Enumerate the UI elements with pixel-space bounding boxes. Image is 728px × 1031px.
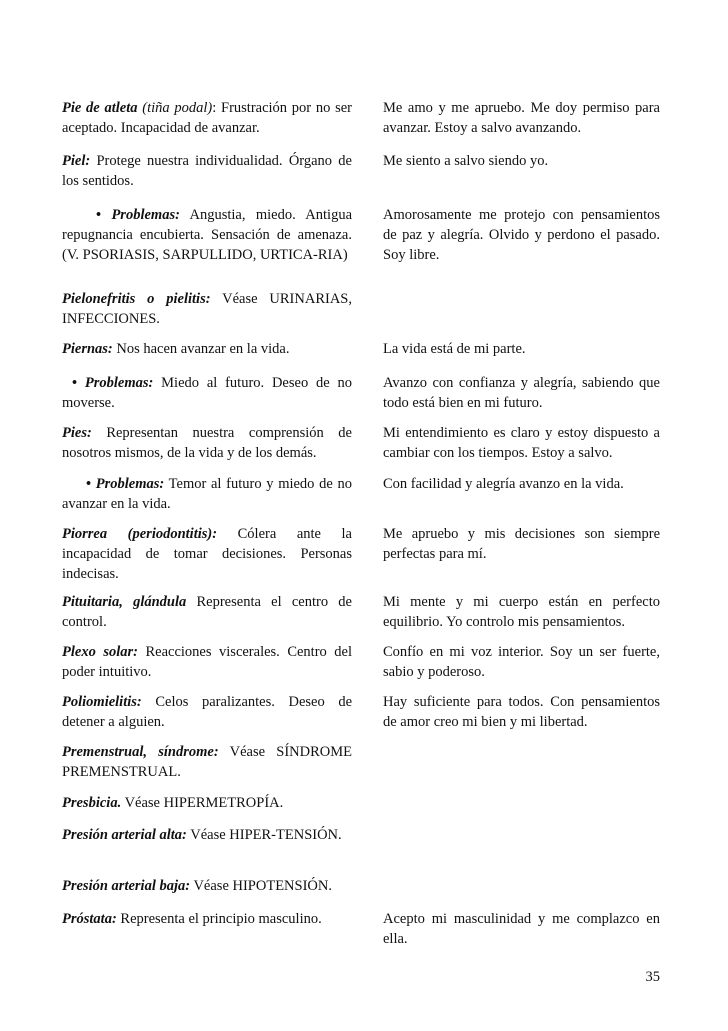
- entry-left-column: [62, 876, 352, 896]
- entry-term: Presión arterial alta:: [62, 827, 187, 843]
- entry-description: Véase HIPER-TENSIÓN.: [186, 827, 342, 843]
- entry-term: Piorrea (periodontitis):: [62, 526, 218, 542]
- entry-left-column: [62, 373, 352, 413]
- entry-left-column: [62, 98, 352, 138]
- entry-description: Representan nuestra comprensión de nosotros mismos, de la vida y de los demás.: [62, 425, 352, 461]
- entry-term: Pituitaria, glándula: [62, 594, 187, 610]
- entry-affirmation: Mi entendimiento es claro y estoy dispuesto a cambiar con los tiempos. Estoy a salvo.: [383, 425, 660, 461]
- entry-presion-alta: [62, 825, 660, 845]
- entry-presbicia: [62, 793, 660, 813]
- entry-description: Representa el centro de control.: [62, 594, 352, 630]
- entry-plexo-solar: [62, 642, 660, 682]
- entry-affirmation: Acepto mi masculinidad y me complazco en ella.: [383, 911, 660, 947]
- entry-affirmation: Amorosamente me protejo con pensamientos de paz y alegría. Olvido y perdono el pasado. Soy libre.: [383, 207, 660, 263]
- entry-term: Pies:: [62, 425, 92, 441]
- entry-description: Celos paralizantes. Deseo de detener a alguien.: [62, 694, 352, 730]
- entry-description: Véase URINARIAS, INFECCIONES.: [62, 291, 352, 327]
- entry-presion-baja: [62, 876, 660, 896]
- entry-left-column: [62, 592, 352, 632]
- entry-affirmation: Me amo y me apruebo. Me doy permiso para avanzar. Estoy a salvo avanzando.: [383, 100, 660, 136]
- entry-description: Protege nuestra individualidad. Órgano de los sentidos.: [62, 153, 352, 189]
- entry-affirmation: Mi mente y mi cuerpo están en perfecto equilibrio. Yo controlo mis pensamientos.: [383, 594, 660, 630]
- entry-poliomielitis: [62, 692, 660, 732]
- entry-pituitaria: [62, 592, 660, 632]
- entry-affirmation: [383, 742, 660, 782]
- entry-left-column: [62, 524, 352, 584]
- entry-affirmation: [383, 876, 660, 896]
- entry-term: Plexo solar:: [62, 644, 138, 660]
- entry-piernas: [62, 339, 660, 359]
- entry-left-column: [62, 742, 352, 782]
- bullet-icon: •: [72, 375, 78, 391]
- entry-term: Presión arterial baja:: [62, 878, 191, 894]
- entry-term: Piel:: [62, 153, 91, 169]
- entry-left-column: [62, 205, 352, 265]
- entry-affirmation: Avanzo con confianza y alegría, sabiendo que todo está bien en mi futuro.: [383, 375, 660, 411]
- entry-description: : Frustración por no ser aceptado. Incapacidad de avanzar.: [62, 100, 353, 136]
- entry-description: Véase HIPOTENSIÓN.: [190, 878, 332, 894]
- entry-pies-problemas: [62, 474, 660, 514]
- entry-description: Representa el principio masculino.: [116, 911, 322, 927]
- entry-description: Angustia, miedo. Antigua repugnancia encubierta. Sensación de amenaza. (V. PSORIASIS, SARPULLIDO, URTICA-RIA): [62, 207, 352, 263]
- entry-left-column: [62, 423, 352, 463]
- entry-term: Próstata:: [62, 911, 117, 927]
- entry-affirmation: [383, 793, 660, 813]
- entry-description: Véase HIPERMETROPÍA.: [121, 795, 284, 811]
- entry-affirmation: La vida está de mi parte.: [383, 341, 526, 357]
- entry-left-column: [62, 909, 352, 949]
- entry-affirmation: [383, 289, 660, 329]
- entry-affirmation: Hay suficiente para todos. Con pensamientos de amor creo mi bien y mi libertad.: [383, 694, 660, 730]
- entry-description: Véase SÍNDROME PREMENSTRUAL.: [62, 744, 353, 780]
- entry-description: Temor al futuro y miedo de no avanzar en la vida.: [62, 476, 352, 512]
- entry-term: Problemas:: [95, 476, 165, 492]
- entry-piel-problemas: [62, 205, 660, 265]
- entry-description: Cólera ante la incapacidad de tomar decisiones. Personas indecisas.: [62, 526, 352, 582]
- entry-term-note: (tiña podal): [137, 100, 213, 116]
- entry-description: Miedo al futuro. Deseo de no moverse.: [62, 375, 352, 411]
- entry-term: Piernas:: [62, 341, 113, 357]
- entry-description: Reacciones viscerales. Centro del poder intuitivo.: [62, 644, 352, 680]
- entry-piorrea: [62, 524, 660, 584]
- page-number: 35: [645, 969, 660, 985]
- bullet-icon: •: [96, 207, 102, 223]
- entry-term: Problemas:: [84, 375, 154, 391]
- entry-left-column: [62, 151, 352, 191]
- entry-left-column: [62, 289, 352, 329]
- entry-left-column: [62, 642, 352, 682]
- entry-affirmation: Me apruebo y mis decisiones son siempre perfectas para mí.: [383, 526, 660, 562]
- entry-prostata: [62, 909, 660, 949]
- entry-left-column: [62, 825, 352, 845]
- entry-premenstrual: [62, 742, 660, 782]
- entry-term: Premenstrual, síndrome:: [62, 744, 219, 760]
- entry-description: Nos hacen avanzar en la vida.: [112, 341, 290, 357]
- entry-affirmation: [383, 825, 660, 845]
- entry-affirmation: Me siento a salvo siendo yo.: [383, 153, 549, 169]
- entry-piernas-problemas: [62, 373, 660, 413]
- entry-term: Poliomielitis:: [62, 694, 142, 710]
- bullet-icon: •: [86, 476, 92, 492]
- entry-term: Pielonefritis o pielitis:: [62, 291, 211, 307]
- entry-pie-de-atleta: [62, 98, 660, 138]
- entry-term: Presbicia.: [62, 795, 122, 811]
- entry-piel: [62, 151, 660, 191]
- entry-term: Pie de atleta: [62, 100, 138, 116]
- entry-left-column: [62, 339, 352, 359]
- entry-left-column: [62, 692, 352, 732]
- entry-pies: [62, 423, 660, 463]
- entry-left-column: [62, 474, 352, 514]
- entry-pielonefritis: [62, 289, 660, 329]
- entry-affirmation: Confío en mi voz interior. Soy un ser fuerte, sabio y poderoso.: [383, 644, 660, 680]
- entry-affirmation: Con facilidad y alegría avanzo en la vida.: [383, 476, 624, 492]
- entry-term: Problemas:: [111, 207, 180, 223]
- entry-left-column: [62, 793, 352, 813]
